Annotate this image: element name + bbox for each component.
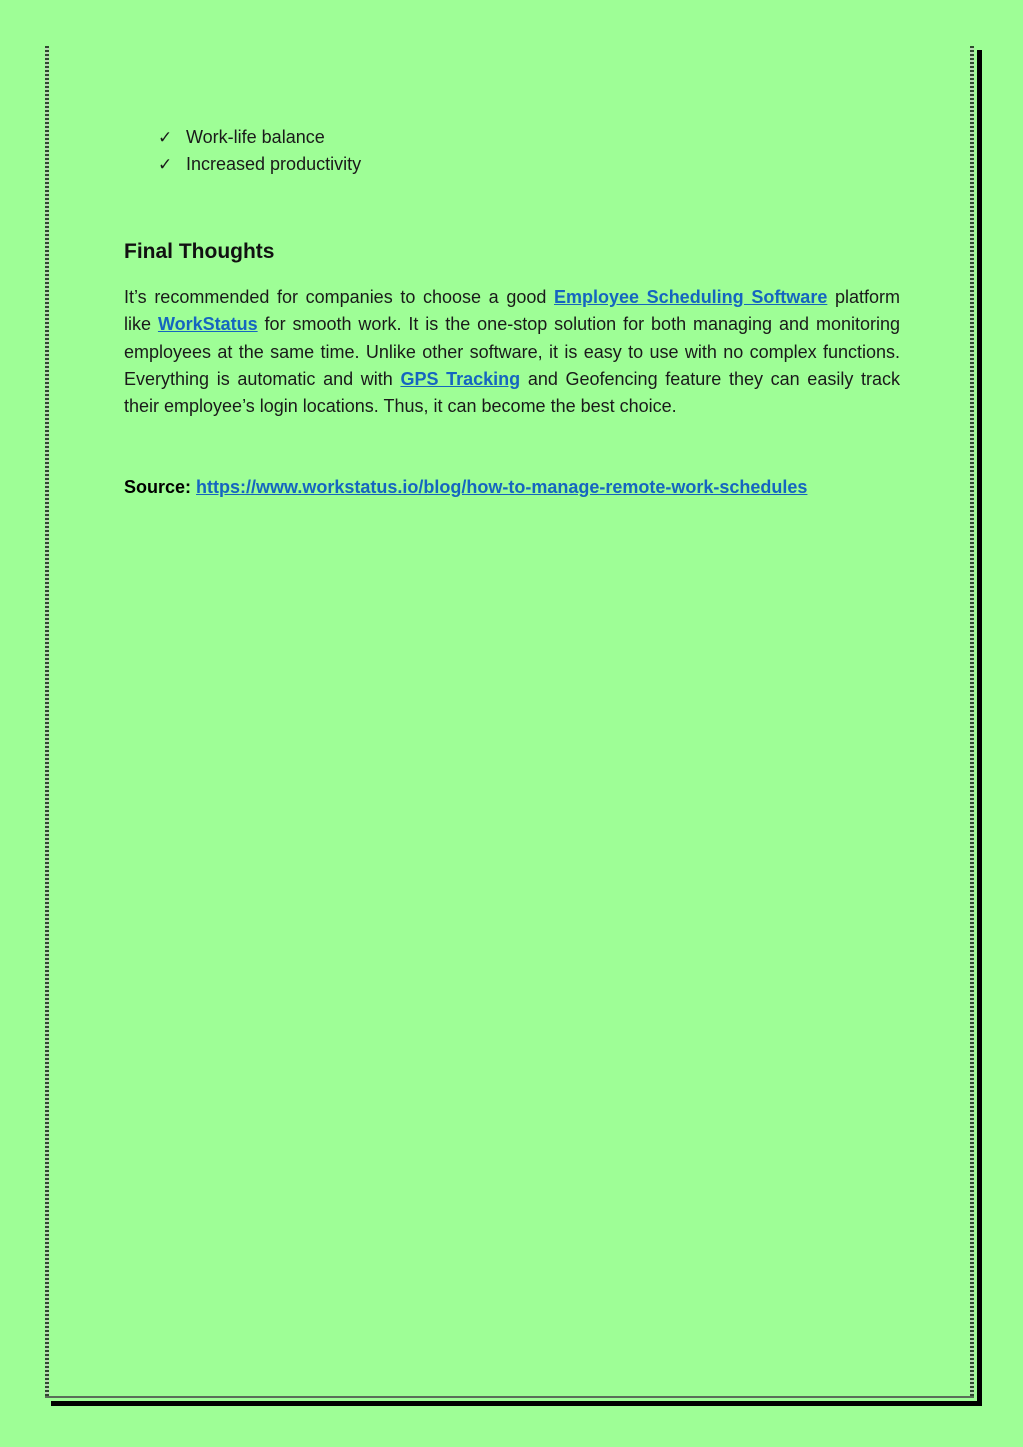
- list-item-label: Increased productivity: [186, 154, 362, 174]
- page-border-right-shadow: [977, 50, 982, 1406]
- paragraph-text: and Geofencing feature they can easily track their employee’s login locations. Thus, it can become the best choice.: [124, 368, 900, 417]
- paragraph-text: platform like: [124, 287, 901, 335]
- page-border-bottom: [45, 1396, 974, 1398]
- source-label: Source:: [124, 477, 192, 497]
- paragraph-text: It’s recommended for companies to choose a good: [124, 287, 554, 307]
- checkmark-icon: ✓: [158, 155, 173, 174]
- document-content: [124, 124, 901, 497]
- employee-scheduling-software-link[interactable]: Employee Scheduling Software: [554, 287, 828, 307]
- source-line: [124, 474, 807, 501]
- final-thoughts-paragraph: [124, 284, 900, 420]
- list-item: [158, 124, 900, 151]
- benefits-checklist: [124, 124, 900, 178]
- checkmark-icon: ✓: [158, 128, 173, 147]
- gps-tracking-link[interactable]: GPS Tracking: [400, 368, 521, 389]
- list-item-label: Work-life balance: [186, 127, 325, 147]
- source-url-link[interactable]: https://www.workstatus.io/blog/how-to-manage-remote-work-schedules: [196, 477, 808, 497]
- paragraph-text: for smooth work. It is the one-stop solution for both managing and monitoring employees at the same time. Unlike other software, it is easy to use with no complex functions. Everything is automatic and with: [124, 314, 900, 389]
- page-border-left: [45, 46, 49, 1398]
- page-border-bottom-shadow: [51, 1401, 982, 1406]
- list-item: [158, 151, 900, 178]
- page-border-right: [970, 46, 974, 1398]
- workstatus-link[interactable]: WorkStatus: [157, 314, 258, 335]
- section-heading: Final Thoughts: [124, 240, 275, 263]
